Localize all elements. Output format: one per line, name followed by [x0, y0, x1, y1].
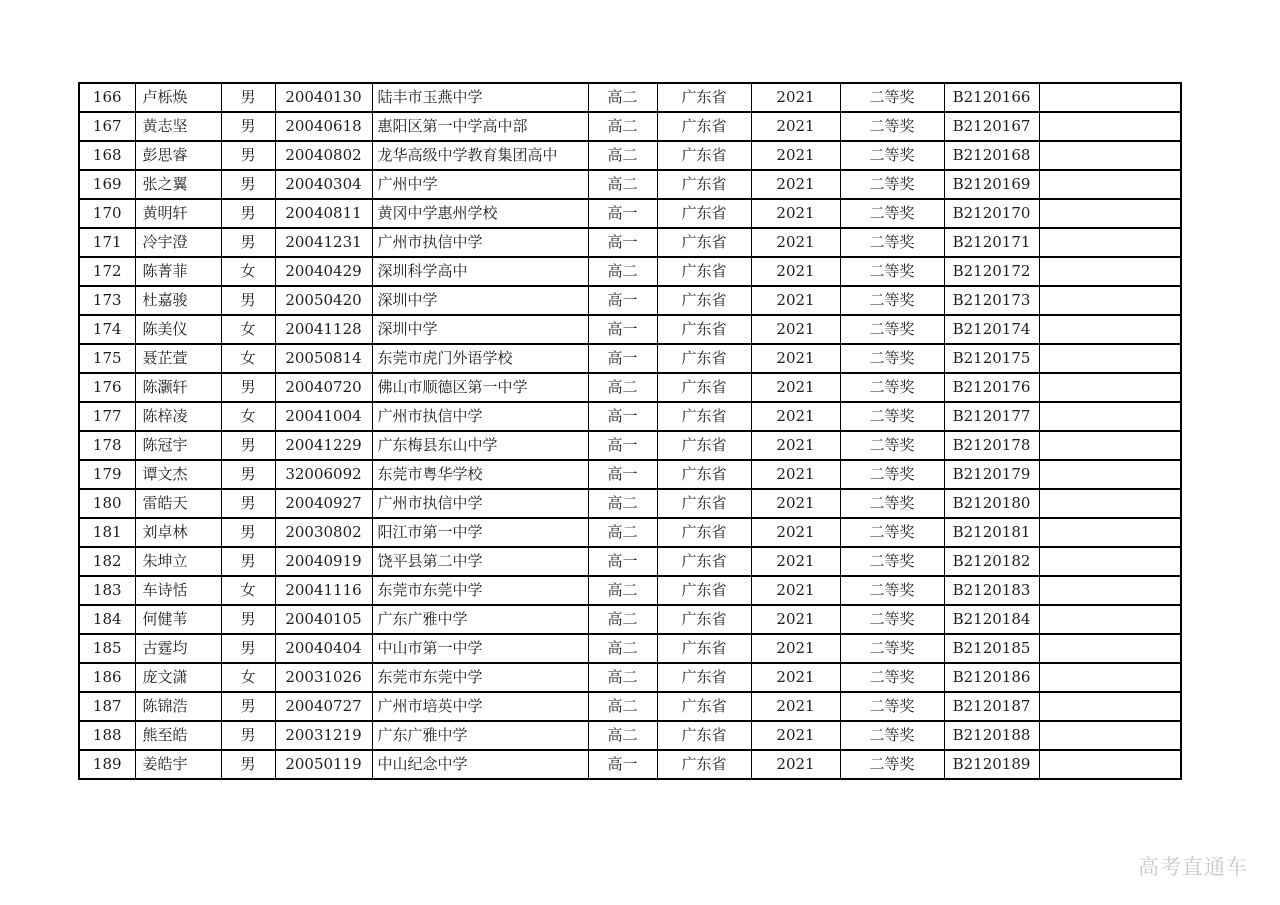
cell-birth-date: 20050119 [275, 750, 372, 779]
cell-grade: 高二 [588, 634, 657, 663]
cell-name: 刘卓林 [135, 518, 221, 547]
cell-year: 2021 [751, 460, 840, 489]
table-row [79, 228, 1181, 257]
cell-certificate-no: B2120179 [944, 460, 1039, 489]
cell-name: 古霆均 [135, 634, 221, 663]
cell-certificate-no: B2120187 [944, 692, 1039, 721]
cell-gender: 男 [221, 83, 275, 112]
cell-year: 2021 [751, 431, 840, 460]
cell-year: 2021 [751, 634, 840, 663]
cell-no: 172 [79, 257, 135, 286]
cell-grade: 高二 [588, 112, 657, 141]
cell-name: 车诗恬 [135, 576, 221, 605]
cell-award: 二等奖 [840, 576, 944, 605]
cell-school: 深圳中学 [372, 286, 588, 315]
cell-no: 166 [79, 83, 135, 112]
cell-gender: 男 [221, 489, 275, 518]
cell-school: 黄冈中学惠州学校 [372, 199, 588, 228]
cell-blank [1039, 141, 1181, 170]
cell-certificate-no: B2120184 [944, 605, 1039, 634]
cell-year: 2021 [751, 83, 840, 112]
cell-name: 陈菁菲 [135, 257, 221, 286]
cell-name: 陈锦浩 [135, 692, 221, 721]
cell-no: 167 [79, 112, 135, 141]
cell-province: 广东省 [657, 344, 751, 373]
cell-school: 东莞市东莞中学 [372, 663, 588, 692]
cell-province: 广东省 [657, 431, 751, 460]
cell-gender: 男 [221, 692, 275, 721]
cell-gender: 男 [221, 373, 275, 402]
cell-blank [1039, 344, 1181, 373]
cell-blank [1039, 112, 1181, 141]
cell-name: 黄志坚 [135, 112, 221, 141]
cell-grade: 高一 [588, 547, 657, 576]
table-row [79, 170, 1181, 199]
cell-birth-date: 20040618 [275, 112, 372, 141]
cell-gender: 女 [221, 576, 275, 605]
cell-certificate-no: B2120189 [944, 750, 1039, 779]
cell-certificate-no: B2120173 [944, 286, 1039, 315]
cell-year: 2021 [751, 170, 840, 199]
cell-grade: 高一 [588, 286, 657, 315]
cell-certificate-no: B2120175 [944, 344, 1039, 373]
cell-school: 佛山市顺德区第一中学 [372, 373, 588, 402]
cell-award: 二等奖 [840, 228, 944, 257]
cell-blank [1039, 576, 1181, 605]
cell-name: 熊至皓 [135, 721, 221, 750]
cell-name: 卢栎焕 [135, 83, 221, 112]
cell-gender: 男 [221, 750, 275, 779]
cell-no: 186 [79, 663, 135, 692]
cell-school: 广东梅县东山中学 [372, 431, 588, 460]
cell-year: 2021 [751, 344, 840, 373]
cell-birth-date: 20040429 [275, 257, 372, 286]
cell-province: 广东省 [657, 721, 751, 750]
cell-birth-date: 20041231 [275, 228, 372, 257]
cell-name: 陈冠宇 [135, 431, 221, 460]
cell-no: 182 [79, 547, 135, 576]
cell-year: 2021 [751, 141, 840, 170]
cell-award: 二等奖 [840, 663, 944, 692]
cell-gender: 男 [221, 721, 275, 750]
cell-award: 二等奖 [840, 547, 944, 576]
cell-birth-date: 20030802 [275, 518, 372, 547]
cell-year: 2021 [751, 315, 840, 344]
cell-birth-date: 20050814 [275, 344, 372, 373]
cell-grade: 高一 [588, 402, 657, 431]
cell-year: 2021 [751, 750, 840, 779]
table-body [79, 83, 1181, 779]
cell-certificate-no: B2120180 [944, 489, 1039, 518]
cell-province: 广东省 [657, 576, 751, 605]
cell-award: 二等奖 [840, 286, 944, 315]
cell-school: 东莞市粤华学校 [372, 460, 588, 489]
cell-grade: 高一 [588, 460, 657, 489]
cell-birth-date: 20040811 [275, 199, 372, 228]
cell-gender: 女 [221, 402, 275, 431]
cell-grade: 高一 [588, 344, 657, 373]
cell-province: 广东省 [657, 518, 751, 547]
cell-province: 广东省 [657, 634, 751, 663]
cell-award: 二等奖 [840, 112, 944, 141]
cell-no: 178 [79, 431, 135, 460]
cell-blank [1039, 750, 1181, 779]
cell-award: 二等奖 [840, 721, 944, 750]
cell-grade: 高二 [588, 721, 657, 750]
cell-birth-date: 20040727 [275, 692, 372, 721]
cell-school: 广州市执信中学 [372, 402, 588, 431]
cell-name: 何健苇 [135, 605, 221, 634]
cell-blank [1039, 634, 1181, 663]
cell-year: 2021 [751, 518, 840, 547]
cell-birth-date: 20040927 [275, 489, 372, 518]
table-row [79, 605, 1181, 634]
cell-name: 谭文杰 [135, 460, 221, 489]
cell-no: 174 [79, 315, 135, 344]
cell-birth-date: 20041229 [275, 431, 372, 460]
cell-grade: 高二 [588, 692, 657, 721]
cell-grade: 高一 [588, 750, 657, 779]
cell-certificate-no: B2120168 [944, 141, 1039, 170]
cell-certificate-no: B2120174 [944, 315, 1039, 344]
table-row [79, 373, 1181, 402]
table-row [79, 663, 1181, 692]
cell-no: 189 [79, 750, 135, 779]
table-row [79, 257, 1181, 286]
cell-blank [1039, 199, 1181, 228]
cell-province: 广东省 [657, 489, 751, 518]
cell-province: 广东省 [657, 286, 751, 315]
cell-year: 2021 [751, 547, 840, 576]
cell-gender: 女 [221, 344, 275, 373]
cell-award: 二等奖 [840, 257, 944, 286]
cell-province: 广东省 [657, 170, 751, 199]
cell-year: 2021 [751, 721, 840, 750]
cell-blank [1039, 170, 1181, 199]
cell-no: 185 [79, 634, 135, 663]
cell-award: 二等奖 [840, 489, 944, 518]
table-row [79, 402, 1181, 431]
cell-province: 广东省 [657, 228, 751, 257]
cell-name: 杜嘉骏 [135, 286, 221, 315]
cell-no: 169 [79, 170, 135, 199]
cell-name: 朱坤立 [135, 547, 221, 576]
cell-certificate-no: B2120183 [944, 576, 1039, 605]
cell-no: 175 [79, 344, 135, 373]
cell-blank [1039, 83, 1181, 112]
awards-table [78, 82, 1182, 780]
cell-grade: 高二 [588, 83, 657, 112]
cell-award: 二等奖 [840, 634, 944, 663]
cell-blank [1039, 431, 1181, 460]
cell-no: 188 [79, 721, 135, 750]
cell-province: 广东省 [657, 547, 751, 576]
cell-year: 2021 [751, 605, 840, 634]
cell-certificate-no: B2120166 [944, 83, 1039, 112]
cell-year: 2021 [751, 199, 840, 228]
cell-birth-date: 20031219 [275, 721, 372, 750]
cell-certificate-no: B2120188 [944, 721, 1039, 750]
cell-birth-date: 20041116 [275, 576, 372, 605]
cell-school: 广东广雅中学 [372, 721, 588, 750]
cell-certificate-no: B2120167 [944, 112, 1039, 141]
cell-province: 广东省 [657, 750, 751, 779]
cell-year: 2021 [751, 112, 840, 141]
table-row [79, 518, 1181, 547]
cell-no: 176 [79, 373, 135, 402]
cell-grade: 高二 [588, 489, 657, 518]
cell-birth-date: 20031026 [275, 663, 372, 692]
cell-province: 广东省 [657, 373, 751, 402]
cell-no: 181 [79, 518, 135, 547]
cell-gender: 男 [221, 286, 275, 315]
cell-blank [1039, 518, 1181, 547]
cell-award: 二等奖 [840, 344, 944, 373]
cell-gender: 男 [221, 112, 275, 141]
cell-name: 陈梓凌 [135, 402, 221, 431]
cell-name: 雷皓天 [135, 489, 221, 518]
cell-grade: 高二 [588, 518, 657, 547]
table-row [79, 112, 1181, 141]
cell-province: 广东省 [657, 141, 751, 170]
cell-certificate-no: B2120169 [944, 170, 1039, 199]
cell-grade: 高二 [588, 663, 657, 692]
cell-gender: 男 [221, 170, 275, 199]
cell-birth-date: 32006092 [275, 460, 372, 489]
cell-province: 广东省 [657, 315, 751, 344]
cell-certificate-no: B2120182 [944, 547, 1039, 576]
cell-blank [1039, 721, 1181, 750]
cell-certificate-no: B2120177 [944, 402, 1039, 431]
cell-grade: 高一 [588, 431, 657, 460]
cell-school: 广州市执信中学 [372, 228, 588, 257]
cell-name: 聂芷萱 [135, 344, 221, 373]
cell-grade: 高二 [588, 141, 657, 170]
cell-no: 180 [79, 489, 135, 518]
cell-year: 2021 [751, 228, 840, 257]
cell-grade: 高一 [588, 228, 657, 257]
cell-school: 阳江市第一中学 [372, 518, 588, 547]
cell-name: 张之翼 [135, 170, 221, 199]
cell-birth-date: 20050420 [275, 286, 372, 315]
cell-certificate-no: B2120185 [944, 634, 1039, 663]
cell-gender: 男 [221, 605, 275, 634]
cell-no: 179 [79, 460, 135, 489]
cell-school: 中山市第一中学 [372, 634, 588, 663]
cell-birth-date: 20040304 [275, 170, 372, 199]
cell-year: 2021 [751, 402, 840, 431]
table-row [79, 141, 1181, 170]
cell-award: 二等奖 [840, 373, 944, 402]
cell-blank [1039, 257, 1181, 286]
cell-gender: 女 [221, 315, 275, 344]
cell-award: 二等奖 [840, 692, 944, 721]
cell-no: 177 [79, 402, 135, 431]
cell-school: 中山纪念中学 [372, 750, 588, 779]
cell-certificate-no: B2120176 [944, 373, 1039, 402]
cell-blank [1039, 315, 1181, 344]
cell-award: 二等奖 [840, 199, 944, 228]
cell-birth-date: 20040130 [275, 83, 372, 112]
cell-gender: 女 [221, 663, 275, 692]
cell-no: 171 [79, 228, 135, 257]
cell-school: 广州市培英中学 [372, 692, 588, 721]
cell-award: 二等奖 [840, 315, 944, 344]
cell-certificate-no: B2120178 [944, 431, 1039, 460]
cell-award: 二等奖 [840, 605, 944, 634]
cell-certificate-no: B2120172 [944, 257, 1039, 286]
cell-province: 广东省 [657, 257, 751, 286]
table-row [79, 83, 1181, 112]
watermark-gaokao-zhitongche: 高考直通车 [1138, 855, 1248, 879]
table-row [79, 634, 1181, 663]
cell-gender: 女 [221, 257, 275, 286]
table-row [79, 460, 1181, 489]
cell-province: 广东省 [657, 112, 751, 141]
cell-blank [1039, 489, 1181, 518]
cell-year: 2021 [751, 286, 840, 315]
cell-birth-date: 20040720 [275, 373, 372, 402]
cell-name: 姜皓宇 [135, 750, 221, 779]
cell-province: 广东省 [657, 692, 751, 721]
cell-school: 龙华高级中学教育集团高中 [372, 141, 588, 170]
cell-award: 二等奖 [840, 518, 944, 547]
cell-school: 东莞市虎门外语学校 [372, 344, 588, 373]
cell-award: 二等奖 [840, 83, 944, 112]
cell-year: 2021 [751, 692, 840, 721]
cell-year: 2021 [751, 257, 840, 286]
cell-year: 2021 [751, 489, 840, 518]
cell-province: 广东省 [657, 663, 751, 692]
cell-birth-date: 20040802 [275, 141, 372, 170]
cell-gender: 男 [221, 518, 275, 547]
cell-name: 黄明轩 [135, 199, 221, 228]
cell-school: 深圳中学 [372, 315, 588, 344]
cell-school: 广州市执信中学 [372, 489, 588, 518]
cell-grade: 高二 [588, 576, 657, 605]
cell-name: 彭思睿 [135, 141, 221, 170]
cell-blank [1039, 373, 1181, 402]
cell-blank [1039, 402, 1181, 431]
cell-province: 广东省 [657, 199, 751, 228]
cell-award: 二等奖 [840, 460, 944, 489]
cell-school: 东莞市东莞中学 [372, 576, 588, 605]
cell-award: 二等奖 [840, 141, 944, 170]
table-row [79, 489, 1181, 518]
cell-award: 二等奖 [840, 431, 944, 460]
cell-province: 广东省 [657, 605, 751, 634]
table-row [79, 750, 1181, 779]
cell-blank [1039, 605, 1181, 634]
cell-school: 深圳科学高中 [372, 257, 588, 286]
cell-blank [1039, 547, 1181, 576]
cell-no: 168 [79, 141, 135, 170]
cell-no: 184 [79, 605, 135, 634]
cell-blank [1039, 460, 1181, 489]
cell-award: 二等奖 [840, 170, 944, 199]
table-row [79, 315, 1181, 344]
cell-no: 173 [79, 286, 135, 315]
cell-grade: 高一 [588, 199, 657, 228]
cell-no: 187 [79, 692, 135, 721]
cell-certificate-no: B2120186 [944, 663, 1039, 692]
cell-birth-date: 20041004 [275, 402, 372, 431]
cell-gender: 男 [221, 199, 275, 228]
cell-province: 广东省 [657, 460, 751, 489]
table-row [79, 286, 1181, 315]
cell-certificate-no: B2120171 [944, 228, 1039, 257]
cell-school: 广东广雅中学 [372, 605, 588, 634]
cell-birth-date: 20040105 [275, 605, 372, 634]
cell-province: 广东省 [657, 402, 751, 431]
cell-award: 二等奖 [840, 402, 944, 431]
cell-year: 2021 [751, 576, 840, 605]
cell-grade: 高二 [588, 605, 657, 634]
cell-name: 冷宇澄 [135, 228, 221, 257]
cell-name: 陈灏轩 [135, 373, 221, 402]
table-row [79, 721, 1181, 750]
cell-blank [1039, 663, 1181, 692]
cell-gender: 男 [221, 547, 275, 576]
cell-grade: 高二 [588, 170, 657, 199]
cell-grade: 高二 [588, 257, 657, 286]
cell-school: 惠阳区第一中学高中部 [372, 112, 588, 141]
cell-birth-date: 20040919 [275, 547, 372, 576]
cell-certificate-no: B2120170 [944, 199, 1039, 228]
cell-gender: 男 [221, 228, 275, 257]
cell-name: 陈美仪 [135, 315, 221, 344]
cell-grade: 高二 [588, 373, 657, 402]
cell-blank [1039, 228, 1181, 257]
cell-gender: 男 [221, 634, 275, 663]
cell-year: 2021 [751, 373, 840, 402]
cell-year: 2021 [751, 663, 840, 692]
cell-blank [1039, 286, 1181, 315]
table-row [79, 692, 1181, 721]
table-row [79, 576, 1181, 605]
cell-school: 陆丰市玉燕中学 [372, 83, 588, 112]
cell-no: 170 [79, 199, 135, 228]
cell-school: 饶平县第二中学 [372, 547, 588, 576]
cell-name: 庞文潇 [135, 663, 221, 692]
cell-gender: 男 [221, 141, 275, 170]
cell-province: 广东省 [657, 83, 751, 112]
table-row [79, 199, 1181, 228]
cell-gender: 男 [221, 431, 275, 460]
table-row [79, 431, 1181, 460]
cell-award: 二等奖 [840, 750, 944, 779]
cell-blank [1039, 692, 1181, 721]
table-row [79, 344, 1181, 373]
cell-school: 广州中学 [372, 170, 588, 199]
cell-grade: 高一 [588, 315, 657, 344]
table-row [79, 547, 1181, 576]
cell-gender: 男 [221, 460, 275, 489]
cell-certificate-no: B2120181 [944, 518, 1039, 547]
cell-no: 183 [79, 576, 135, 605]
cell-birth-date: 20040404 [275, 634, 372, 663]
cell-birth-date: 20041128 [275, 315, 372, 344]
